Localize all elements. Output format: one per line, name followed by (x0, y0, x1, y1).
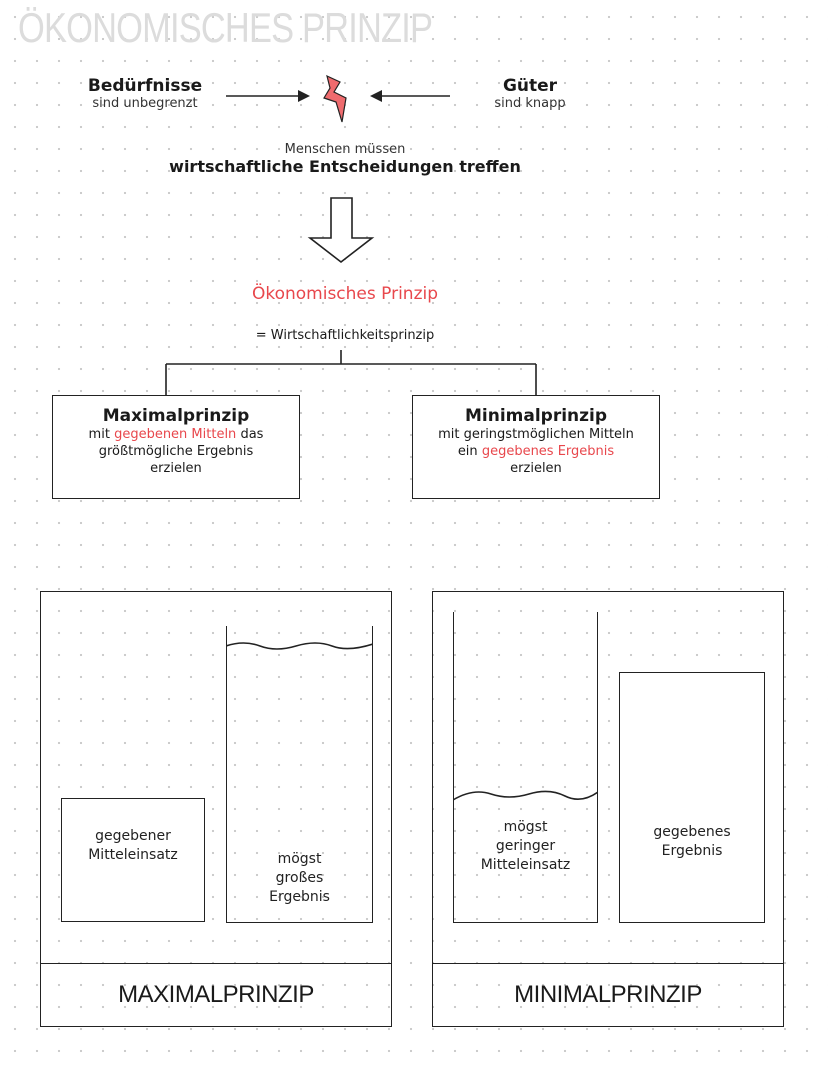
minimal-box (412, 395, 660, 499)
minimal-panel (432, 591, 784, 1027)
maximal-panel (40, 591, 392, 1027)
needs-sub: sind unbegrenzt (92, 96, 198, 111)
maximal-footer: MAXIMALPRINZIP (41, 963, 391, 1026)
max-result-l1: mögst (277, 851, 322, 867)
min-input-l2: geringer (495, 838, 556, 854)
minimal-line2: ein gegebenes Ergebnis (457, 444, 615, 459)
maximal-box (52, 395, 300, 499)
principle-synonym: = Wirtschaftlichkeitsprinzip (255, 328, 435, 343)
min-input-l1: mögst (503, 819, 548, 835)
given-result-l2: Ergebnis (661, 843, 723, 859)
maximal-highlight: gegebenen Mitteln (114, 427, 237, 442)
min-input-l3: Mitteleinsatz (480, 857, 571, 873)
given-result-l1: gegebenes (653, 824, 731, 840)
decision-line1: Menschen müssen (284, 142, 406, 157)
max-result-l3: Ergebnis (269, 889, 330, 905)
decision-line2: wirtschaftliche Entscheidungen treffen (169, 157, 521, 176)
down-arrow-icon (310, 198, 372, 262)
given-input-l1: gegebener (95, 828, 171, 844)
page-title: ÖKONOMISCHES PRINZIP (18, 4, 433, 51)
needs-word: Bedürfnisse (87, 76, 203, 96)
maximal-line1: mit gegebenen Mitteln das (88, 427, 264, 442)
arrow-right-head (370, 90, 382, 102)
minimal-line1: mit geringstmöglichen Mitteln (438, 427, 634, 442)
minimal-footer: MINIMALPRINZIP (433, 963, 783, 1026)
lightning-icon (324, 76, 346, 122)
maximal-title: Maximalprinzip (102, 406, 250, 426)
given-input-box (61, 798, 205, 922)
maximal-line2: größtmögliche Ergebnis (98, 444, 254, 459)
needs-block (70, 76, 220, 111)
decision-block (130, 142, 560, 176)
arrow-left-head (298, 90, 310, 102)
maximal-line3: erzielen (150, 461, 202, 476)
max-result-l2: großes (275, 870, 324, 886)
given-result-box (619, 672, 765, 923)
minimal-line3: erzielen (510, 461, 562, 476)
min-input-wave (453, 782, 598, 812)
goods-word: Güter (502, 76, 558, 96)
goods-sub: sind knapp (494, 96, 566, 111)
goods-block (455, 76, 605, 111)
max-result-wave (226, 634, 373, 664)
minimal-highlight: gegebenes Ergebnis (481, 444, 615, 459)
minimal-title: Minimalprinzip (464, 406, 608, 426)
max-result-box (226, 626, 373, 923)
principle-name: Ökonomisches Prinzip (251, 284, 439, 304)
given-input-l2: Mitteleinsatz (88, 847, 178, 863)
min-input-box (453, 612, 598, 923)
